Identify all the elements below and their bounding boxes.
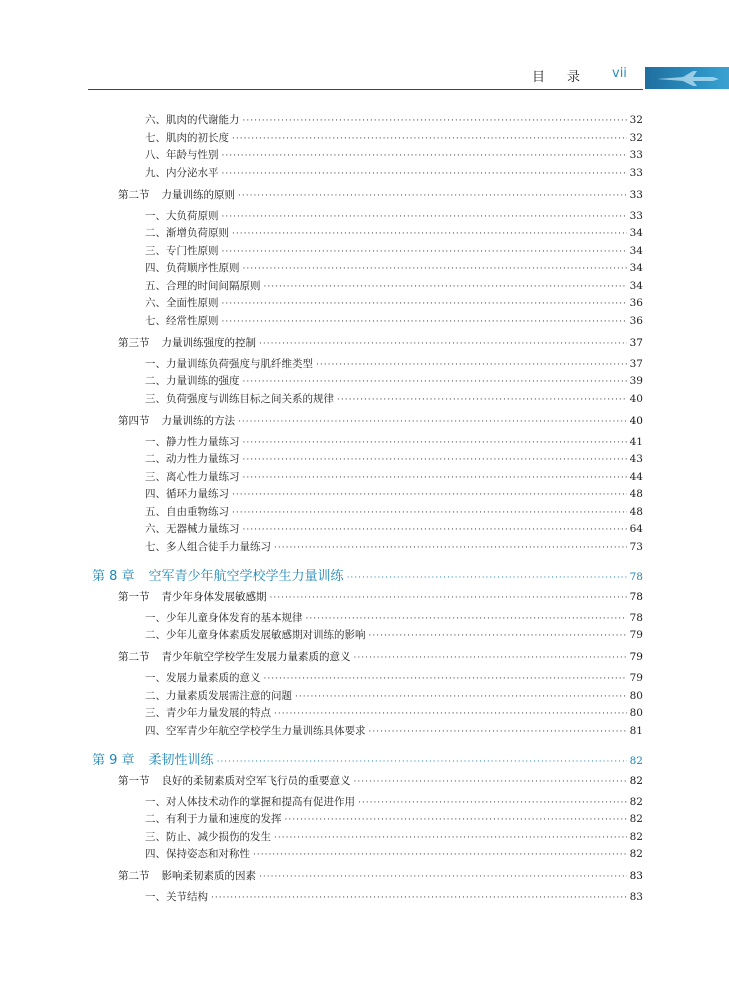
toc-entry-label: 五、合理的时间间隔原则 [145,279,261,292]
dot-leader [295,692,627,702]
toc-entry-label: 影响柔韧素质的因素 [161,870,256,882]
toc-entry-label: 五、自由重物练习 [145,505,229,518]
toc-entry-item[interactable] [145,889,643,904]
toc-entry-page: 78 [629,611,643,624]
toc-entry-label: 一、静力性力量练习 [145,435,240,448]
toc-entry-page: 80 [629,707,643,719]
dot-leader [264,282,627,292]
toc-entry-label: 良好的柔韧素质对空军飞行员的重要意义 [161,774,351,787]
toc-entry-page: 81 [629,724,643,737]
header-page-number: vii [612,66,627,81]
dot-leader [222,317,627,327]
dot-leader [369,727,627,737]
dot-leader [243,455,627,465]
toc-entry-label: 空军青少年航空学校学生力量训练 [148,568,344,584]
toc-entry-label: 六、肌肉的代谢能力 [145,114,240,126]
toc-entry-page: 80 [629,689,643,702]
dot-leader [274,543,627,553]
toc-entry-item[interactable] [145,610,643,625]
toc-entry-item[interactable] [145,688,643,703]
dot-leader [354,653,627,663]
toc-entry-page: 34 [629,262,643,274]
dot-leader [238,191,627,201]
toc-entry-page: 78 [629,570,643,583]
toc-entry-label: 一、发展力量素质的意义 [145,672,261,684]
dot-leader [243,473,627,483]
toc-entry-page: 40 [629,392,643,405]
toc-entry-item[interactable] [145,794,643,809]
toc-entry-chapter[interactable] [92,565,643,584]
toc-entry-page: 73 [629,540,643,553]
toc-entry-item[interactable] [145,356,643,371]
toc-entry-page: 37 [629,357,643,370]
dot-leader [217,757,627,767]
dot-leader [243,525,627,535]
toc-entry-page: 79 [629,651,643,663]
toc-entry-label: 三、青少年力量发展的特点 [145,707,271,719]
toc-entry-section[interactable] [118,589,643,604]
toc-entry-label: 一、力量训练负荷强度与肌纤维类型 [145,357,313,370]
dot-leader [337,395,627,405]
toc-entry-label: 四、保持姿态和对称性 [145,848,250,860]
toc-entry-item[interactable] [145,112,643,127]
toc-entry-item[interactable] [145,811,643,826]
toc-entry-section[interactable] [118,868,643,883]
toc-entry-label: 力量训练的方法 [161,414,235,427]
running-header-title [532,66,580,85]
header-rule [88,89,643,90]
toc-entry-label: 力量训练强度的控制 [161,336,256,349]
dot-leader [259,339,627,349]
toc-entry-item[interactable] [145,451,643,466]
dot-leader [222,247,627,257]
dot-leader [316,360,627,370]
toc-entry-section[interactable] [118,649,643,664]
toc-entry-page: 82 [629,754,643,767]
toc-entry-label: 一、对人体技术动作的掌握和提高有促进作用 [145,795,355,808]
dot-leader [211,893,627,903]
toc-entry-item[interactable] [145,130,643,145]
toc-entry-label: 六、无器械力量练习 [145,523,240,535]
dot-leader [285,815,627,825]
section-number: 第三节 [118,336,150,349]
chapter-number: 第 8 章 [92,568,135,584]
toc-entry-item[interactable] [145,627,643,642]
toc-entry-label: 二、动力性力量练习 [145,453,240,465]
toc-entry-page: 79 [629,629,643,641]
dot-leader [232,134,627,144]
dot-leader [259,872,627,882]
dot-leader [238,417,627,427]
toc-entry-label: 七、肌肉的初长度 [145,131,229,144]
toc-entry-label: 三、专门性原则 [145,244,219,257]
toc-entry-chapter[interactable] [92,749,643,768]
toc-entry-page: 36 [629,314,643,327]
toc-entry-label: 一、大负荷原则 [145,209,219,222]
toc-entry-item[interactable] [145,391,643,406]
dot-leader [232,490,627,500]
toc-entry-page: 41 [629,435,643,448]
toc-entry-page: 79 [629,672,643,684]
toc-entry-label: 一、少年儿童身体发育的基本规律 [145,611,303,624]
dot-leader [222,212,627,222]
toc-entry-page: 82 [629,848,643,860]
toc-entry-section[interactable] [118,773,643,788]
toc-entry-label: 三、离心性力量练习 [145,470,240,483]
dot-leader [243,377,627,387]
toc-entry-page: 33 [629,166,643,179]
toc-entry-label: 力量训练的原则 [161,188,235,201]
dot-leader [243,264,627,274]
section-number: 第四节 [118,414,150,427]
toc-entry-label: 青少年身体发展敏感期 [161,590,267,603]
dot-leader [243,438,627,448]
toc-entry-item[interactable] [145,165,643,180]
toc-entry-label: 二、力量素质发展需注意的问题 [145,689,292,702]
dot-leader [232,229,627,239]
dot-leader [222,169,627,179]
toc-entry-page: 83 [629,870,643,882]
toc-entry-page: 33 [629,188,643,201]
toc-entry-label: 二、有利于力量和速度的发挥 [145,813,282,825]
dot-leader [369,631,627,641]
toc-entry-item[interactable] [145,225,643,240]
toc-entry-label: 四、空军青少年航空学校学生力量训练具体要求 [145,724,366,737]
dot-leader [222,151,627,161]
toc-entry-page: 36 [629,297,643,309]
toc-entry-page: 64 [629,523,643,535]
toc-entry-item[interactable] [145,723,643,738]
toc-entry-label: 九、内分泌水平 [145,166,219,179]
section-number: 第一节 [118,774,150,787]
toc-entry-label: 二、力量训练的强度 [145,375,240,387]
toc-entry-page: 34 [629,227,643,239]
dot-leader [222,299,627,309]
chapter-number: 第 9 章 [92,752,135,768]
header-title-part1: 目 [532,70,546,85]
toc-entry-item[interactable] [145,539,643,554]
toc-entry-page: 34 [629,279,643,292]
toc-entry-item[interactable] [145,469,643,484]
toc-entry-label: 二、渐增负荷原则 [145,227,229,239]
dot-leader [347,573,627,583]
dot-leader [243,116,627,126]
toc-entry-label: 六、全面性原则 [145,297,219,309]
jet-aircraft-icon [653,69,723,87]
toc-entry-page: 32 [629,114,643,126]
dot-leader [354,777,627,787]
section-number: 第一节 [118,590,150,603]
toc-entry-page: 82 [629,813,643,825]
dot-leader [274,709,627,719]
dot-leader [270,593,627,603]
toc-entry-page: 48 [629,505,643,518]
toc-entry-item[interactable] [145,278,643,293]
toc-entry-page: 40 [629,414,643,427]
toc-entry-page: 48 [629,488,643,500]
section-number: 第二节 [118,870,150,882]
toc-entry-page: 33 [629,149,643,161]
toc-entry-section[interactable] [118,187,643,202]
toc-entry-item[interactable] [145,208,643,223]
toc-entry-item[interactable] [145,260,643,275]
toc-entry-label: 二、少年儿童身体素质发展敏感期对训练的影响 [145,629,366,641]
toc-entry-label: 一、关节结构 [145,891,208,903]
toc-entry-item[interactable] [145,373,643,388]
toc-entry-label: 四、负荷顺序性原则 [145,262,240,274]
toc-entry-item[interactable] [145,670,643,685]
section-number: 第二节 [118,188,150,201]
toc-entry-page: 82 [629,795,643,808]
toc-entry-item[interactable] [145,846,643,861]
toc-entry-item[interactable] [145,295,643,310]
toc-entry-item[interactable] [145,313,643,328]
section-number: 第二节 [118,651,150,663]
toc-entry-label: 青少年航空学校学生发展力量素质的意义 [161,651,351,663]
toc-entry-page: 83 [629,891,643,903]
toc-entry-page: 37 [629,336,643,349]
toc-entry-item[interactable] [145,486,643,501]
toc-entry-label: 三、负荷强度与训练目标之间关系的规律 [145,392,334,405]
dot-leader [232,508,627,518]
toc-entry-section[interactable] [118,413,643,428]
dot-leader [264,674,627,684]
toc-entry-label: 三、防止、减少损伤的发生 [145,830,271,843]
toc-entry-label: 柔韧性训练 [148,752,214,768]
toc-entry-page: 34 [629,244,643,257]
toc-entry-page: 39 [629,375,643,387]
toc-entry-item[interactable] [145,243,643,258]
dot-leader [274,833,627,843]
toc-entry-item[interactable] [145,521,643,536]
header-decorative-band [645,67,729,89]
toc-entry-page: 44 [629,470,643,483]
toc-entry-item[interactable] [145,705,643,720]
dot-leader [253,850,627,860]
toc-entry-page: 32 [629,131,643,144]
toc-entry-label: 七、多人组合徒手力量练习 [145,540,271,553]
toc-entry-label: 四、循环力量练习 [145,488,229,500]
toc-entry-page: 82 [629,774,643,787]
toc-entry-page: 33 [629,209,643,222]
toc-entry-item[interactable] [145,147,643,162]
dot-leader [306,614,627,624]
toc-entry-label: 七、经常性原则 [145,314,219,327]
toc-entry-page: 78 [629,590,643,603]
toc-entry-page: 82 [629,830,643,843]
toc-entry-item[interactable] [145,829,643,844]
toc-entry-label: 八、年龄与性别 [145,149,219,161]
toc-entry-section[interactable] [118,335,643,350]
toc-entry-item[interactable] [145,504,643,519]
toc-entry-page: 43 [629,453,643,465]
dot-leader [358,798,627,808]
toc-entry-item[interactable] [145,434,643,449]
header-title-part2: 录 [567,70,581,85]
